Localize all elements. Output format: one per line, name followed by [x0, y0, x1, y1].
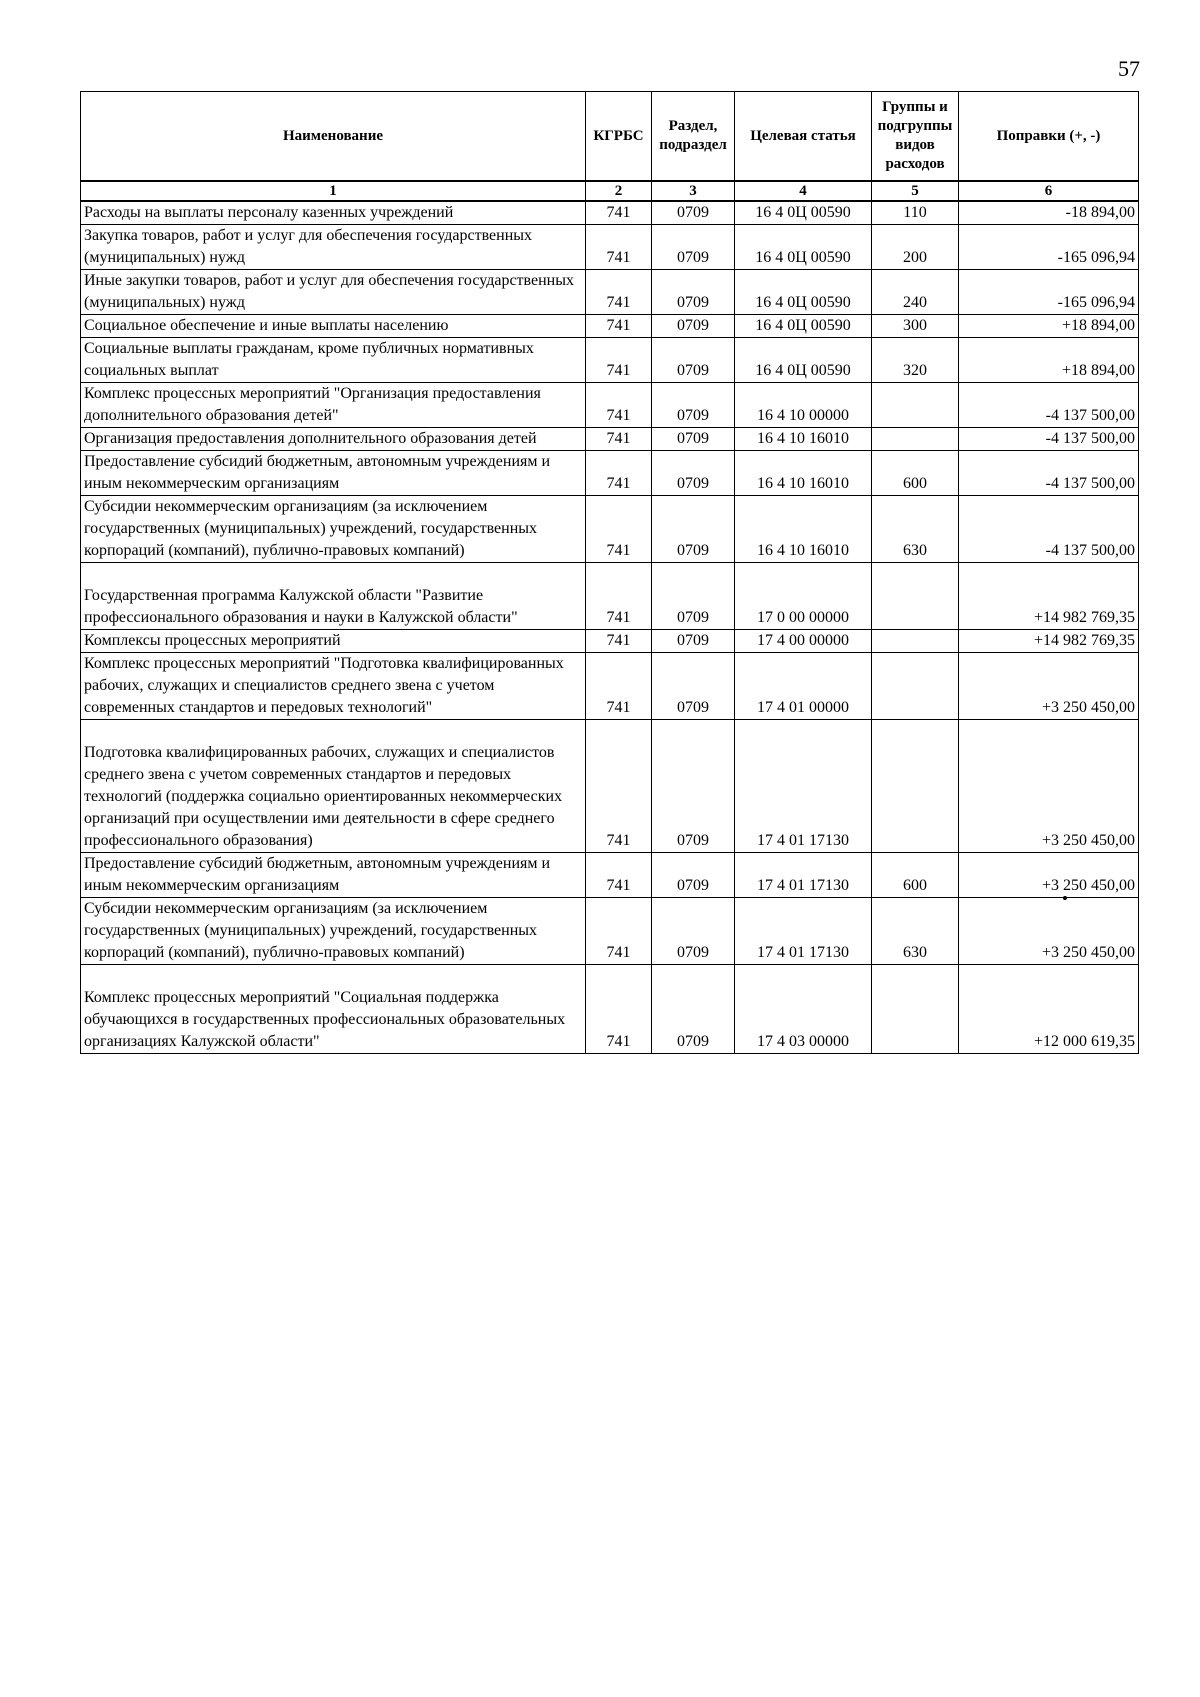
row-target: 17 4 03 00000: [735, 965, 872, 1054]
row-kgrbs: 741: [586, 225, 652, 270]
row-kgrbs: 741: [586, 270, 652, 315]
row-target: 16 4 0Ц 00590: [735, 315, 872, 338]
table-row: [81, 720, 1139, 853]
row-section: 0709: [652, 853, 735, 898]
row-amount: +14 982 769,35: [959, 563, 1139, 630]
header-name: Наименование: [81, 92, 586, 182]
table-row: [81, 451, 1139, 496]
header-row: [81, 92, 1139, 182]
row-amount: -165 096,94: [959, 270, 1139, 315]
row-target: 16 4 10 16010: [735, 496, 872, 563]
row-expense-type: 320: [872, 338, 959, 383]
row-name: Государственная программа Калужской области "Развитие профессионального образования и науки в Калужской области": [81, 563, 586, 630]
row-target: 16 4 0Ц 00590: [735, 225, 872, 270]
row-section: 0709: [652, 428, 735, 451]
table-row: [81, 630, 1139, 653]
row-amount: +3 250 450,00: [959, 853, 1139, 898]
row-name: Предоставление субсидий бюджетным, автономным учреждениям и иным некоммерческим организациям: [81, 451, 586, 496]
row-name: Субсидии некоммерческим организациям (за исключением государственных (муниципальных) учреждений, государственных корпораций (компаний), публично-правовых компаний): [81, 898, 586, 965]
row-amount: +3 250 450,00: [959, 898, 1139, 965]
row-name: Комплексы процессных мероприятий: [81, 630, 586, 653]
row-kgrbs: 741: [586, 965, 652, 1054]
row-kgrbs: 741: [586, 630, 652, 653]
table-row: [81, 653, 1139, 720]
row-name: Комплекс процессных мероприятий "Подготовка квалифицированных рабочих, служащих и специалистов среднего звена с учетом современных стандартов и передовых технологий": [81, 653, 586, 720]
row-expense-type: 600: [872, 451, 959, 496]
column-number-row: [81, 181, 1139, 201]
row-amount: -4 137 500,00: [959, 496, 1139, 563]
row-kgrbs: 741: [586, 653, 652, 720]
row-kgrbs: 741: [586, 853, 652, 898]
table-row: [81, 428, 1139, 451]
row-amount: +18 894,00: [959, 338, 1139, 383]
row-kgrbs: 741: [586, 338, 652, 383]
table-row: [81, 965, 1139, 1054]
row-target: 16 4 0Ц 00590: [735, 270, 872, 315]
row-name: Иные закупки товаров, работ и услуг для обеспечения государственных (муниципальных) нужд: [81, 270, 586, 315]
row-expense-type: [872, 965, 959, 1054]
row-target: 16 4 10 16010: [735, 428, 872, 451]
row-section: 0709: [652, 225, 735, 270]
row-kgrbs: 741: [586, 315, 652, 338]
row-expense-type: 200: [872, 225, 959, 270]
row-kgrbs: 741: [586, 383, 652, 428]
row-name: Комплекс процессных мероприятий "Социальная поддержка обучающихся в государственных профессиональных образовательных организациях Калужской области": [81, 965, 586, 1054]
row-target: 16 4 10 00000: [735, 383, 872, 428]
row-expense-type: [872, 653, 959, 720]
row-target: 16 4 0Ц 00590: [735, 338, 872, 383]
stray-mark: [1063, 896, 1067, 900]
row-amount: -18 894,00: [959, 201, 1139, 225]
header-target: Целевая статья: [735, 92, 872, 182]
row-section: 0709: [652, 965, 735, 1054]
row-amount: +3 250 450,00: [959, 720, 1139, 853]
row-section: 0709: [652, 338, 735, 383]
row-expense-type: 110: [872, 201, 959, 225]
row-amount: +18 894,00: [959, 315, 1139, 338]
row-target: 16 4 10 16010: [735, 451, 872, 496]
row-name: Организация предоставления дополнительного образования детей: [81, 428, 586, 451]
row-section: 0709: [652, 315, 735, 338]
table-row: [81, 898, 1139, 965]
row-section: 0709: [652, 201, 735, 225]
header-kgrbs: КГРБС: [586, 92, 652, 182]
row-target: 17 4 01 00000: [735, 653, 872, 720]
row-expense-type: 630: [872, 496, 959, 563]
row-section: 0709: [652, 563, 735, 630]
row-kgrbs: 741: [586, 428, 652, 451]
row-amount: -165 096,94: [959, 225, 1139, 270]
row-expense-type: [872, 428, 959, 451]
row-amount: +3 250 450,00: [959, 653, 1139, 720]
row-expense-type: 300: [872, 315, 959, 338]
page-number: 57: [1118, 56, 1140, 81]
row-name: Социальное обеспечение и иные выплаты населению: [81, 315, 586, 338]
row-amount: +14 982 769,35: [959, 630, 1139, 653]
row-kgrbs: 741: [586, 898, 652, 965]
table-row: [81, 383, 1139, 428]
row-target: 17 4 00 00000: [735, 630, 872, 653]
row-section: 0709: [652, 630, 735, 653]
row-kgrbs: 741: [586, 201, 652, 225]
row-name: Субсидии некоммерческим организациям (за исключением государственных (муниципальных) учреждений, государственных корпораций (компаний), публично-правовых компаний): [81, 496, 586, 563]
column-number: 6: [959, 181, 1139, 201]
row-kgrbs: 741: [586, 496, 652, 563]
row-target: 17 4 01 17130: [735, 853, 872, 898]
header-section: Раздел, подраздел: [652, 92, 735, 182]
row-amount: +12 000 619,35: [959, 965, 1139, 1054]
row-expense-type: 600: [872, 853, 959, 898]
row-expense-type: [872, 383, 959, 428]
row-section: 0709: [652, 496, 735, 563]
header-amendments: Поправки (+, -): [959, 92, 1139, 182]
table-row: [81, 563, 1139, 630]
row-name: Расходы на выплаты персоналу казенных учреждений: [81, 201, 586, 225]
table-row: [81, 225, 1139, 270]
row-kgrbs: 741: [586, 720, 652, 853]
row-expense-type: [872, 720, 959, 853]
column-number: 3: [652, 181, 735, 201]
table-row: [81, 201, 1139, 225]
row-kgrbs: 741: [586, 451, 652, 496]
row-section: 0709: [652, 451, 735, 496]
column-number: 1: [81, 181, 586, 201]
row-name: Социальные выплаты гражданам, кроме публичных нормативных социальных выплат: [81, 338, 586, 383]
row-section: 0709: [652, 898, 735, 965]
row-section: 0709: [652, 270, 735, 315]
row-name: Закупка товаров, работ и услуг для обеспечения государственных (муниципальных) нужд: [81, 225, 586, 270]
row-expense-type: 630: [872, 898, 959, 965]
table-row: [81, 315, 1139, 338]
row-target: 16 4 0Ц 00590: [735, 201, 872, 225]
row-section: 0709: [652, 653, 735, 720]
row-amount: -4 137 500,00: [959, 428, 1139, 451]
column-number: 5: [872, 181, 959, 201]
row-name: Предоставление субсидий бюджетным, автономным учреждениям и иным некоммерческим организациям: [81, 853, 586, 898]
column-number: 2: [586, 181, 652, 201]
row-target: 17 0 00 00000: [735, 563, 872, 630]
row-target: 17 4 01 17130: [735, 720, 872, 853]
row-target: 17 4 01 17130: [735, 898, 872, 965]
row-amount: -4 137 500,00: [959, 383, 1139, 428]
table-row: [81, 853, 1139, 898]
row-section: 0709: [652, 720, 735, 853]
header-groups: Группы и подгруппы видов расходов: [872, 92, 959, 182]
table-row: [81, 496, 1139, 563]
row-section: 0709: [652, 383, 735, 428]
row-kgrbs: 741: [586, 563, 652, 630]
budget-table: [80, 91, 1139, 1054]
table-row: [81, 270, 1139, 315]
row-expense-type: 240: [872, 270, 959, 315]
table-row: [81, 338, 1139, 383]
column-number: 4: [735, 181, 872, 201]
row-name: Комплекс процессных мероприятий "Организация предоставления дополнительного образования детей": [81, 383, 586, 428]
row-expense-type: [872, 630, 959, 653]
row-expense-type: [872, 563, 959, 630]
row-amount: -4 137 500,00: [959, 451, 1139, 496]
row-name: Подготовка квалифицированных рабочих, служащих и специалистов среднего звена с учетом современных стандартов и передовых технологий (поддержка социально ориентированных некоммерческих организаций при осуществлении ими деятельности в сфере среднего профессионального образования): [81, 720, 586, 853]
